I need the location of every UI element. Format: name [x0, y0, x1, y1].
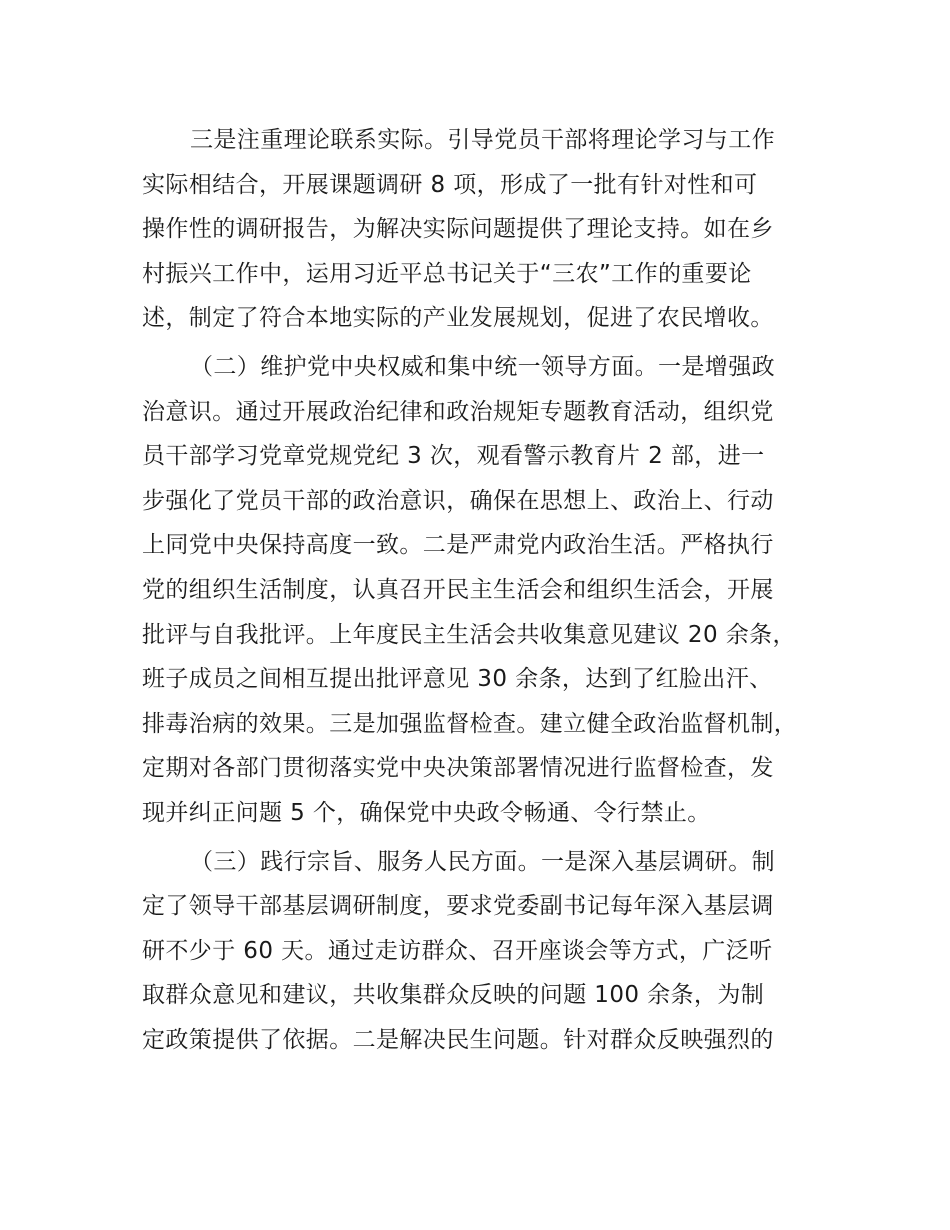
text-line: （二）维护党中央权威和集中统一领导方面。一是增强政 — [190, 353, 775, 380]
paragraph-section-two — [142, 345, 832, 836]
text-line: 村振兴工作中，运用习近平总书记关于“三农”工作的重要论 — [142, 260, 752, 287]
text-line: 述，制定了符合本地实际的产业发展规划，促进了农民增收。 — [142, 305, 774, 332]
paragraph-theory-practice — [142, 118, 832, 341]
text-line: 上同党中央保持高度一致。二是严肃党内政治生活。严格执行 — [142, 532, 774, 559]
text-line: 排毒治病的效果。三是加强监督检查。建立健全政治监督机制， — [142, 710, 798, 737]
text-line: 操作性的调研报告，为解决实际问题提供了理论支持。如在乡 — [142, 216, 774, 243]
text-line: 定期对各部门贯彻落实党中央决策部署情况进行监督检查，发 — [142, 755, 774, 782]
text-line: 定了领导干部基层调研制度，要求党委副书记每年深入基层调 — [142, 893, 774, 920]
text-line: 定政策提供了依据。二是解决民生问题。针对群众反映强烈的 — [142, 1026, 774, 1053]
text-line: 实际相结合，开展课题调研 8 项，形成了一批有针对性和可 — [142, 171, 758, 198]
text-line: 批评与自我批评。上年度民主生活会共收集意见建议 20 余条， — [142, 621, 796, 648]
paragraph-section-three — [142, 840, 832, 1063]
document-body — [142, 118, 832, 1062]
text-line: 治意识。通过开展政治纪律和政治规矩专题教育活动，组织党 — [142, 398, 774, 425]
text-line: 班子成员之间相互提出批评意见 30 余条，达到了红脸出汗、 — [142, 666, 773, 693]
text-line: 现并纠正问题 5 个，确保党中央政令畅通、令行禁止。 — [142, 799, 711, 826]
text-line: 研不少于 60 天。通过走访群众、召开座谈会等方式，广泛听 — [142, 937, 773, 964]
text-line: 三是注重理论联系实际。引导党员干部将理论学习与工作 — [190, 127, 775, 153]
text-line: 党的组织生活制度，认真召开民主生活会和组织生活会，开展 — [142, 576, 774, 603]
text-line: （三）践行宗旨、服务人民方面。一是深入基层调研。制 — [190, 848, 775, 875]
text-line: 取群众意见和建议，共收集群众反映的问题 100 余条，为制 — [142, 982, 765, 1009]
text-line: 员干部学习党章党规党纪 3 次，观看警示教育片 2 部，进一 — [142, 443, 765, 470]
text-line: 步强化了党员干部的政治意识，确保在思想上、政治上、行动 — [142, 487, 774, 514]
